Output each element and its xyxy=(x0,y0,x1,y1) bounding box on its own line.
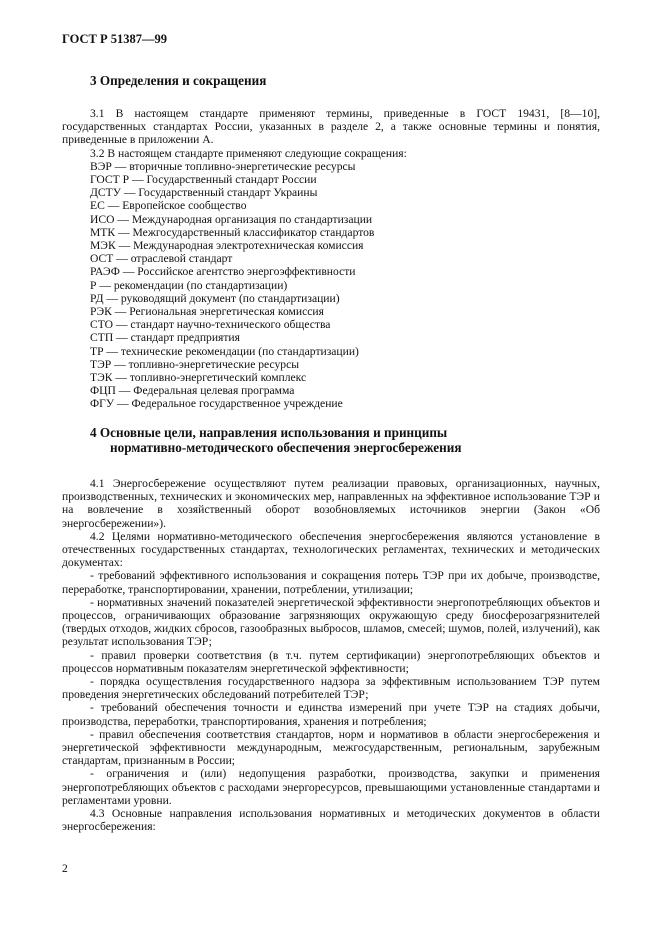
goal-item: - правил обеспечения соответствия стандартов, норм и нормативов в области энергосбережения и энергетической эффективности международным, межгосударственным, региональным, зарубежным стандартам, признанным в России; xyxy=(62,727,600,768)
section-4 xyxy=(62,425,600,833)
paragraph-3-2: 3.2 В настоящем стандарте применяют следующие сокращения: xyxy=(90,146,407,160)
section-4-title-line2: нормативно-методического обеспечения энергосбережения xyxy=(110,440,462,455)
document-header: ГОСТ Р 51387—99 xyxy=(62,32,168,46)
goals-list xyxy=(62,569,600,807)
abbreviation-item: МЭК — Международная электротехническая комиссия xyxy=(90,239,364,253)
section-4-title-line1: 4 Основные цели, направления использования и принципы xyxy=(90,425,448,440)
goal-item: - требований обеспечения точности и единства измерений при учете ТЭР на стадиях добычи, производства, переработки, транспортирования, хранения и потребления; xyxy=(62,701,600,728)
abbreviation-list xyxy=(62,160,600,411)
abbreviation-item: ТР — технические рекомендации (по стандартизации) xyxy=(90,344,359,358)
abbreviation-item: ИСО — Международная организация по стандартизации xyxy=(90,212,373,226)
goal-item: - требований эффективного использования и сокращения потерь ТЭР при их добыче, производстве, переработке, транспортировании, хранении, потреблении, утилизации; xyxy=(62,569,600,596)
goal-item: - порядка осуществления государственного надзора за эффективным использованием ТЭР путем проведения энергетических обследований потребителей ТЭР; xyxy=(62,675,600,702)
paragraph-3-1: 3.1 В настоящем стандарте применяют термины, приведенные в ГОСТ 19431, [8—10], государственных стандартах России, указанных в разделе 2, а также основные термины и понятия, приведенные в приложении А. xyxy=(62,107,600,147)
section-3 xyxy=(62,73,600,411)
goal-item: - ограничения и (или) недопущения разработки, производства, закупки и применения энергопотребляющих объектов с расходами энергоресурсов, превышающими установленные стандартами и регламентами уровни. xyxy=(62,767,600,807)
abbreviation-item: РЭК — Региональная энергетическая комиссия xyxy=(90,305,324,319)
goal-item: - нормативных значений показателей энергетической эффективности энергопотребляющих объектов и процессов, ограничивающих образование загрязняющих окружающую среду биосферозагрязнителей (твердых отходов, жидких сбросов, газообразных выбросов, шламов, смесей; шумов, полей, излучений), как результат использования ТЭР; xyxy=(62,595,600,649)
abbreviation-item: Р — рекомендации (по стандартизации) xyxy=(90,278,288,292)
abbreviation-item: ФЦП — Федеральная целевая программа xyxy=(90,384,295,398)
abbreviation-item: ВЭР — вторичные топливно-энергетические ресурсы xyxy=(90,159,356,173)
abbreviation-item: ДСТУ — Государственный стандарт Украины xyxy=(90,186,318,200)
section-3-title: 3 Определения и сокращения xyxy=(90,73,267,88)
abbreviation-item: ОСТ — отраслевой стандарт xyxy=(90,252,233,266)
page-number: 2 xyxy=(62,862,68,875)
paragraph-4-2: 4.2 Целями нормативно-методического обеспечения энергосбережения являются установление в отечественных государственных стандартах, технологических регламентах, технических и методических документах: xyxy=(62,529,600,570)
abbreviation-item: ТЭР — топливно-энергетические ресурсы xyxy=(90,357,300,371)
abbreviation-item: РАЭФ — Российское агентство энергоэффективности xyxy=(90,265,356,279)
abbreviation-item: РД — руководящий документ (по стандартизации) xyxy=(90,291,340,305)
goal-item: - правил проверки соответствия (в т.ч. путем сертификации) энергопотребляющих объектов и процессов нормативным показателям энергетической эффективности; xyxy=(62,648,600,675)
paragraph-4-1: 4.1 Энергосбережение осуществляют путем реализации правовых, организационных, научных, производственных, технических и экономических мер, направленных на эффективное использование ТЭР и на вовлечение в хозяйственный оборот возобновляемых источников энергии (Закон «Об энергосбережении»). xyxy=(62,477,600,530)
abbreviation-item: ГОСТ Р — Государственный стандарт России xyxy=(90,173,317,187)
abbreviation-item: ТЭК — топливно-энергетический комплекс xyxy=(90,371,307,385)
abbreviation-item: СТО — стандарт научно-технического общества xyxy=(90,318,331,332)
abbreviation-item: МТК — Межгосударственный классификатор стандартов xyxy=(90,225,375,239)
abbreviation-item: ФГУ — Федеральное государственное учреждение xyxy=(90,397,343,411)
paragraph-4-3: 4.3 Основные направления использования нормативных и методических документов в области энергосбережения: xyxy=(62,807,600,834)
abbreviation-item: ЕС — Европейское сообщество xyxy=(90,199,247,213)
abbreviation-item: СТП — стандарт предприятия xyxy=(90,331,240,345)
